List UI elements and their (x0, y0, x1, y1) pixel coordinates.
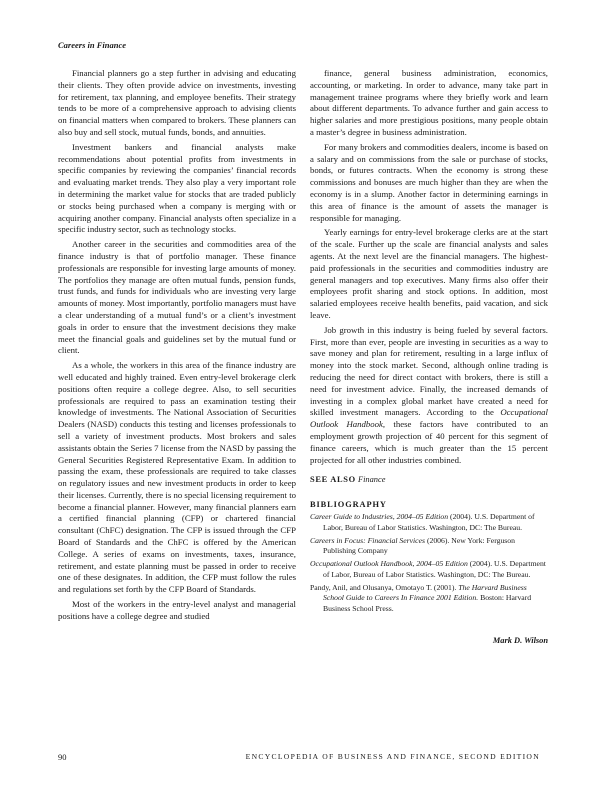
paragraph: For many brokers and commodities dealers, income is based on a salary and on commissions from the sale or purchase of stocks, bonds, or futures contracts. When the economy is strong these commissions and bonuses are much higher than they are when the economy is in a slump. Another factor in determining earnings in this area of finance is the amount of assets the manager is responsible for managing. (310, 141, 548, 223)
cited-title: Occupational Outlook Handbook (310, 407, 548, 430)
bibliography-title: Career Guide to Industries, 2004–05 Edition (310, 512, 449, 522)
see-also-label: SEE ALSO (310, 475, 356, 485)
bibliography-heading: BIBLIOGRAPHY (310, 500, 387, 510)
bibliography-details: (2004). U.S. Department of Labor, Bureau of Labor Statistics. Washington, DC: The Bureau. (323, 559, 546, 579)
running-head: Careers in Finance (58, 40, 127, 50)
paragraph: Yearly earnings for entry-level brokerage clerks are at the start of the scale. Further up the scale are financial analysts and sales agents. At the next level are the financial managers. The highest-paid professionals in the securities and commodities industry are general managers and top executives. Many firms also offer their employees profit sharing and stock options. In addition, most salaried employees receive health benefits, paid vacation, and sick leave. (310, 227, 548, 320)
paragraph: Investment bankers and financial analysts make recommendations about potential profits from investments in specific companies by reviewing the companies’ financial records and evaluating market trends. They also play a very important role in determining the market value for stocks that are traded publicly or stocks being purchased when a company is merging with or acquiring another company. Financial analysts often specialize in a specific industry sector, such as technology stocks. (58, 141, 296, 235)
paragraph: Another career in the securities and commodities area of the finance industry is that of portfolio manager. These finance professionals are responsible for investing large amounts of money. The portfolios they manage are often mutual funds, pension funds, trust funds, and funds for individuals who are investing very large amounts of money. Most importantly, portfolio managers must have a clear understanding of a mutual fund’s or a client’s investment goals in order to ensure that the investment decisions they make meet the financial goals and guidelines set by the mutual fund or client. (58, 239, 296, 356)
book-title: ENCYCLOPEDIA OF BUSINESS AND FINANCE, SECOND EDITION (245, 752, 540, 761)
paragraph (310, 325, 548, 467)
bibliography-entry (310, 536, 548, 557)
bibliography-details: Boston: Harvard Business School Press. (323, 593, 532, 613)
paragraph-text: Job growth in this industry is being fueled by several factors. First, more than ever, people are investing in securities as a way to save money and plan for retirement, resulting in a large influx of money into the stock market. Second, although online trading is reducing the need for direct contact with brokers, there is still a need for investment advice. Finally, the increased demands of investing in a complex global market have created a need for skilled investment managers. According to the (310, 324, 548, 418)
bibliography-title: The Harvard Business School Guide to Careers In Finance 2001 Edition. (323, 583, 527, 603)
paragraph: Financial planners go a step further in advising and educating their clients. They often provide advice on investments, investing for retirement, tax planning, and employee benefits. Their strategy tends to be more of a comprehensive approach to advising clients on financial matters when compared to brokers. These planners can also buy and sell stock, mutual funds, bonds, and annuities. (58, 68, 296, 137)
paragraph-text: , these factors have contributed to an employment growth projection of 40 percent for this segment of finance careers, which is much greater than the 15 percent projected for all other industries combined. (310, 419, 548, 465)
paragraph: finance, general business administration, economics, accounting, or marketing. In order to advance, many take part in management trainee programs where they briefly work and learn about different departments. To advance further and gain access to higher salaries and more prestigious positions, many people obtain a master’s degree in business administration. (310, 68, 548, 137)
right-column (310, 68, 548, 645)
see-also-link[interactable]: Finance (357, 475, 386, 485)
author-signature: Mark D. Wilson (492, 635, 548, 645)
bibliography-details: (2006). New York: Ferguson Publishing Company (323, 535, 515, 556)
bibliography-title: Occupational Outlook Handbook, 2004–05 Edition (310, 559, 468, 569)
left-column (58, 68, 296, 626)
bibliography-entry (310, 512, 548, 533)
see-also (310, 475, 548, 484)
bibliography-details: (2004). U.S. Department of Labor, Bureau of Labor Statistics. Washington, DC: The Bureau. (323, 512, 535, 532)
page-number: 90 (58, 752, 67, 762)
bibliography-title: Careers in Focus: Financial Services (310, 535, 426, 545)
bibliography-entry (310, 583, 548, 614)
paragraph: Most of the workers in the entry-level analyst and managerial positions have a college degree and studied (58, 599, 296, 621)
bibliography-entry (310, 559, 548, 580)
bibliography-authors: Pandy, Anil, and Olusanya, Omotayo T. (2001). (310, 583, 459, 593)
paragraph: As a whole, the workers in this area of the finance industry are well educated and highly trained. Even entry-level brokerage clerk positions often require a college degree. Also, to sell securities professionals are required to pass an examination testing their knowledge of investments. The National Association of Securities Dealers (NASD) conducts this testing and licenses professionals to sell a variety of investment products. Most brokers and sales assistants obtain the Series 7 license from the NASD by passing the General Securities Registered Representative Exam. In addition to passing the exam, these professionals are required to take classes on regulatory issues and new investment products in order to keep their licenses. Currently, there is no special licensing requirement to become a financial planner. However, many financial planners earn a certified financial planning (CFP) or chartered financial consultant (ChFC) designation. The CFP is issued through the CFP Board of Standards and the ChFC is offered by the American College. A series of exams on investments, taxes, insurance, retirement, and estate planning must be passed in order to receive one of these designates. In addition, the CFP must follow the rules and regulations set forth by the CFP Board of Standards. (58, 360, 296, 595)
